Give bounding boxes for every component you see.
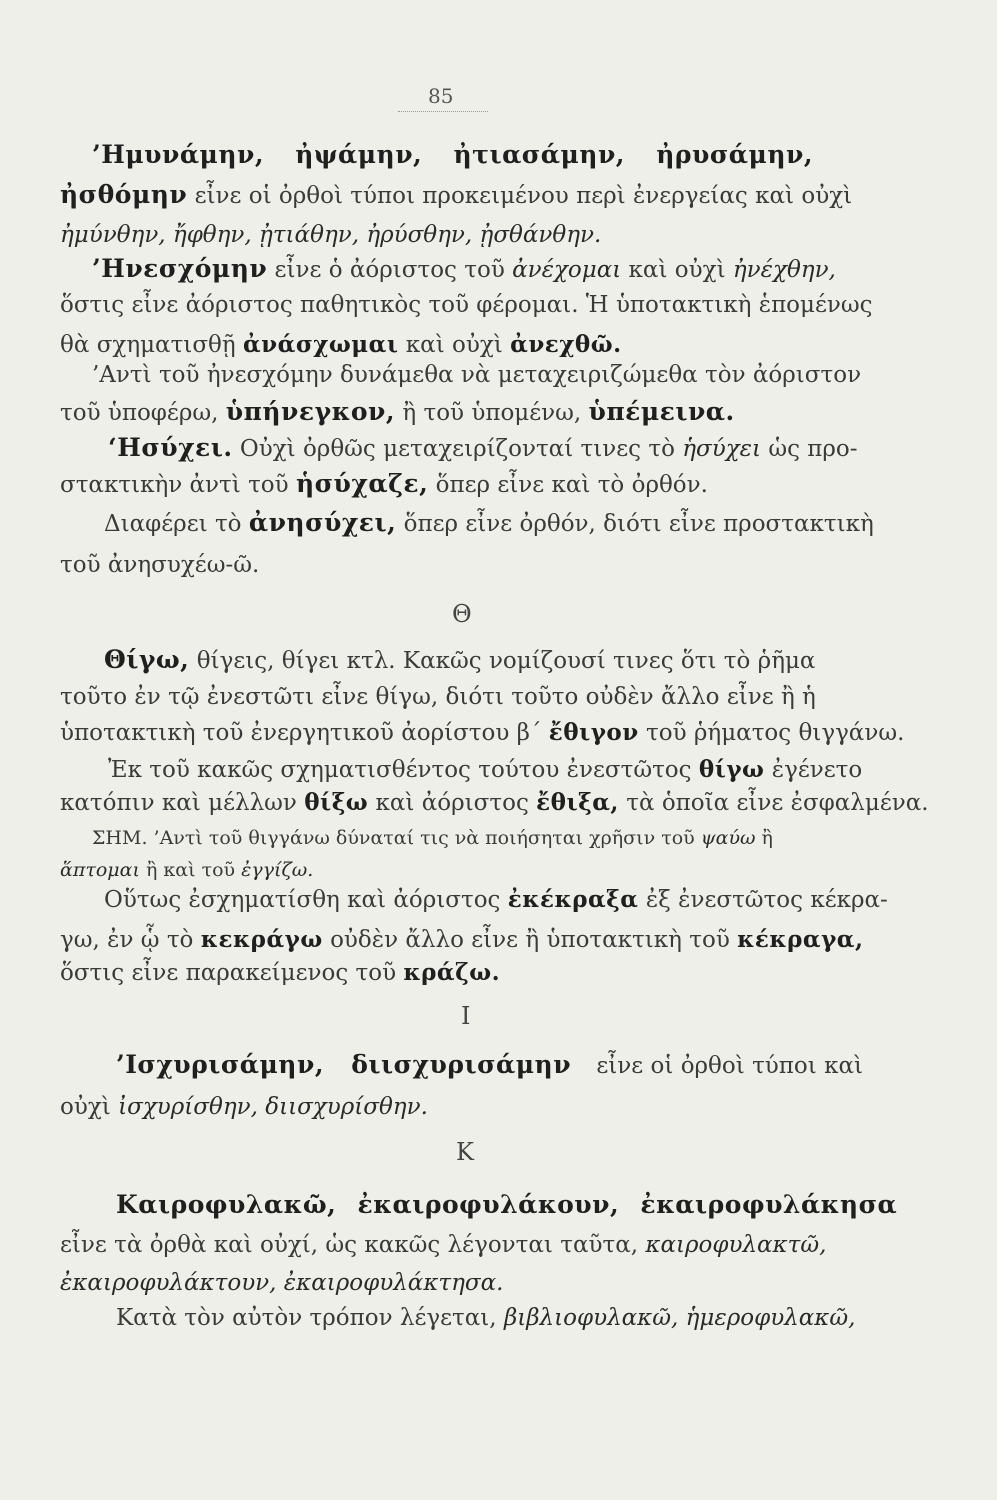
bold-form: θίξω	[304, 789, 369, 816]
italic-form: ἠνέχθην,	[732, 257, 836, 283]
text-span: εἶνε οἱ ὀρθοὶ τύποι προκειμένου περὶ ἐνεργείας καὶ οὐχὶ	[187, 183, 853, 209]
headword: ἠρυσάμην,	[656, 140, 814, 169]
text-line	[104, 885, 888, 915]
text-span: θὰ σχηματισθῇ	[60, 332, 243, 358]
text-span: ὡς προ-	[761, 436, 858, 462]
text-span: καὶ ἀόριστος	[368, 790, 537, 816]
text-line	[60, 682, 816, 712]
italic-form: ψαύω	[700, 827, 756, 849]
headword: ‘Ησύχει.	[108, 433, 233, 462]
text-line	[60, 1092, 428, 1122]
section-heading-theta: Θ	[452, 600, 472, 628]
headword: ’Ηνεσχόμην	[92, 254, 268, 283]
headword: ’Ημυνάμην,	[92, 140, 274, 169]
italic-form: καιροφυλακτῶ,	[645, 1232, 827, 1258]
text-line	[108, 755, 862, 785]
text-span: Οὐχὶ ὀρθῶς μεταχειρίζονταί τινες τὸ	[232, 436, 683, 462]
text-span: ἢ τοῦ ὑπομένω,	[395, 400, 589, 426]
text-line	[60, 397, 735, 428]
text-line	[104, 508, 874, 539]
headword: Θίγω,	[104, 645, 190, 674]
text-span: οὐδὲν ἄλλο εἶνε ἢ ὑποτακτικὴ τοῦ	[322, 927, 738, 953]
italic-form: βιβλιοφυλακῶ, ἡμεροφυλακῶ,	[503, 1305, 856, 1331]
bold-form: θίγω	[698, 756, 765, 783]
text-line	[60, 290, 873, 320]
page-number-rule	[398, 111, 488, 112]
bold-form: κέκραγα,	[737, 926, 864, 953]
headword: ἠψάμην,	[295, 140, 432, 169]
text-span: ἢ	[755, 827, 773, 849]
text-span: Διαφέρει τὸ	[104, 511, 249, 537]
headword: ’Ισχυρισάμην,	[116, 1050, 334, 1079]
headword: ὑπέμεινα.	[588, 397, 735, 426]
text-line	[60, 718, 904, 748]
text-span: ’Αντὶ τοῦ θιγγάνω δύναταί τις νὰ ποιήσηται χρῆσιν τοῦ	[153, 827, 701, 849]
note-line	[92, 823, 773, 853]
bold-form: ἀνεχθῶ.	[510, 331, 622, 358]
page-number: 85	[428, 84, 454, 108]
text-line	[92, 360, 861, 390]
text-line	[60, 1268, 503, 1298]
text-span: τοῦ ὑποφέρω,	[60, 400, 226, 426]
text-span: ὅπερ εἶνε ὀρθόν, διότι εἶνε προστακτικὴ	[396, 511, 874, 537]
text-span: στακτικὴν ἀντὶ τοῦ	[60, 472, 296, 498]
text-span: ἢ καὶ τοῦ	[139, 859, 242, 881]
italic-form: ἅπτομαι	[60, 859, 140, 881]
text-line	[60, 469, 708, 500]
text-span: τοῦ ἀνησυχέω-ῶ.	[60, 552, 260, 578]
text-line	[60, 180, 852, 211]
italic-form: ἀνέχομαι	[512, 257, 622, 283]
bold-form: ἐκέκραξα	[507, 886, 639, 913]
section-heading-iota: Ι	[461, 1002, 471, 1030]
text-span: ὅστις εἶνε παρακείμενος τοῦ	[60, 960, 404, 986]
bold-form: ἀνάσχωμαι	[242, 331, 399, 358]
text-line	[108, 433, 858, 464]
headword: ἀνησύχει,	[248, 508, 397, 537]
text-span: Κατὰ τὸν αὐτὸν τρόπον λέγεται,	[116, 1305, 504, 1331]
text-line	[60, 925, 863, 955]
section-heading-kappa: Κ	[456, 1138, 474, 1166]
headword: ἡσύχαζε,	[295, 469, 429, 498]
text-span: Ἐκ τοῦ κακῶς σχηματισθέντος τούτου ἐνεστῶτος	[108, 757, 699, 783]
note-line	[60, 855, 313, 885]
text-line	[60, 220, 601, 250]
bold-form: ἔθιγον	[548, 719, 639, 746]
text-line	[60, 1230, 826, 1260]
text-span: κατόπιν καὶ μέλλων	[60, 790, 305, 816]
text-span: εἶνε οἱ ὀρθοὶ τύποι καὶ	[589, 1053, 864, 1079]
note-label: ΣΗΜ.	[92, 827, 154, 849]
text-line	[92, 140, 813, 171]
text-span: εἶνε ὁ ἀόριστος τοῦ	[267, 257, 513, 283]
italic-form: ἰσχυρίσθην, διισχυρίσθην.	[118, 1094, 428, 1120]
text-line	[104, 645, 815, 676]
text-span: ἐγένετο	[764, 757, 863, 783]
text-span: ’Αντὶ τοῦ ἠνεσχόμην δυνάμεθα νὰ μεταχειριζώμεθα τὸν ἀόριστον	[92, 362, 862, 388]
bold-form: κεκράγω	[200, 926, 323, 953]
text-span: καὶ οὐχὶ	[621, 257, 733, 283]
headword: ἠσθόμην	[60, 180, 188, 209]
text-span: τοῦτο ἐν τῷ ἐνεστῶτι εἶνε θίγω, διότι τοῦτο οὐδὲν ἄλλο εἶνε ἢ ἡ	[60, 684, 816, 710]
text-span: τὰ ὁποῖα εἶνε ἐσφαλμένα.	[618, 790, 929, 816]
text-span: Οὕτως ἐσχηματίσθη καὶ ἀόριστος	[104, 887, 508, 913]
bold-form: κράζω.	[403, 959, 501, 986]
text-line	[60, 788, 929, 818]
headword: ὑπήνεγκον,	[225, 397, 396, 426]
text-span: ὅπερ εἶνε καὶ τὸ ὀρθόν.	[428, 472, 708, 498]
text-span: οὐχὶ	[60, 1094, 119, 1120]
italic-form: ἡσύχει	[682, 436, 762, 462]
text-span: γω, ἐν ᾧ τὸ	[60, 927, 201, 953]
text-span: ὅστις εἶνε ἀόριστος παθητικὸς τοῦ φέρομαι. Ἡ ὑποτακτικὴ ἑπομένως	[60, 292, 873, 318]
text-line	[60, 330, 622, 360]
headword: διισχυρισάμην	[351, 1050, 572, 1079]
italic-form: ἐκαιροφυλάκτουν, ἐκαιροφυλάκτησα.	[60, 1270, 504, 1296]
headword: Καιροφυλακῶ,	[116, 1190, 346, 1219]
headword: ἐκαιροφυλάκησα	[640, 1190, 898, 1219]
bold-form: ἔθιξα,	[536, 789, 619, 816]
text-line	[116, 1190, 897, 1221]
text-span: τοῦ ῥήματος θιγγάνω.	[638, 720, 905, 746]
text-span: ὑποτακτικὴ τοῦ ἐνεργητικοῦ ἀορίστου β΄	[60, 720, 549, 746]
italic-form: ἠμύνθην, ἤφθην, ᾐτιάθην, ἠρύσθην, ᾐσθάνθην.	[60, 222, 602, 248]
text-span: καὶ οὐχὶ	[398, 332, 511, 358]
text-span: ἐξ ἐνεστῶτος κέκρα-	[638, 887, 888, 913]
text-line	[60, 958, 500, 988]
text-span: εἶνε τὰ ὀρθὰ καὶ οὐχί, ὡς κακῶς λέγονται ταῦτα,	[60, 1232, 646, 1258]
text-span: θίγεις, θίγει κτλ. Κακῶς νομίζουσί τινες ὅτι τὸ ῥῆμα	[189, 648, 816, 674]
headword: ἐκαιροφυλάκουν,	[357, 1190, 629, 1219]
text-line	[116, 1050, 863, 1081]
text-line	[92, 254, 836, 285]
headword: ἠτιασάμην,	[453, 140, 635, 169]
text-line	[60, 550, 259, 580]
italic-form: ἐγγίζω.	[241, 859, 314, 881]
text-line	[116, 1303, 855, 1333]
